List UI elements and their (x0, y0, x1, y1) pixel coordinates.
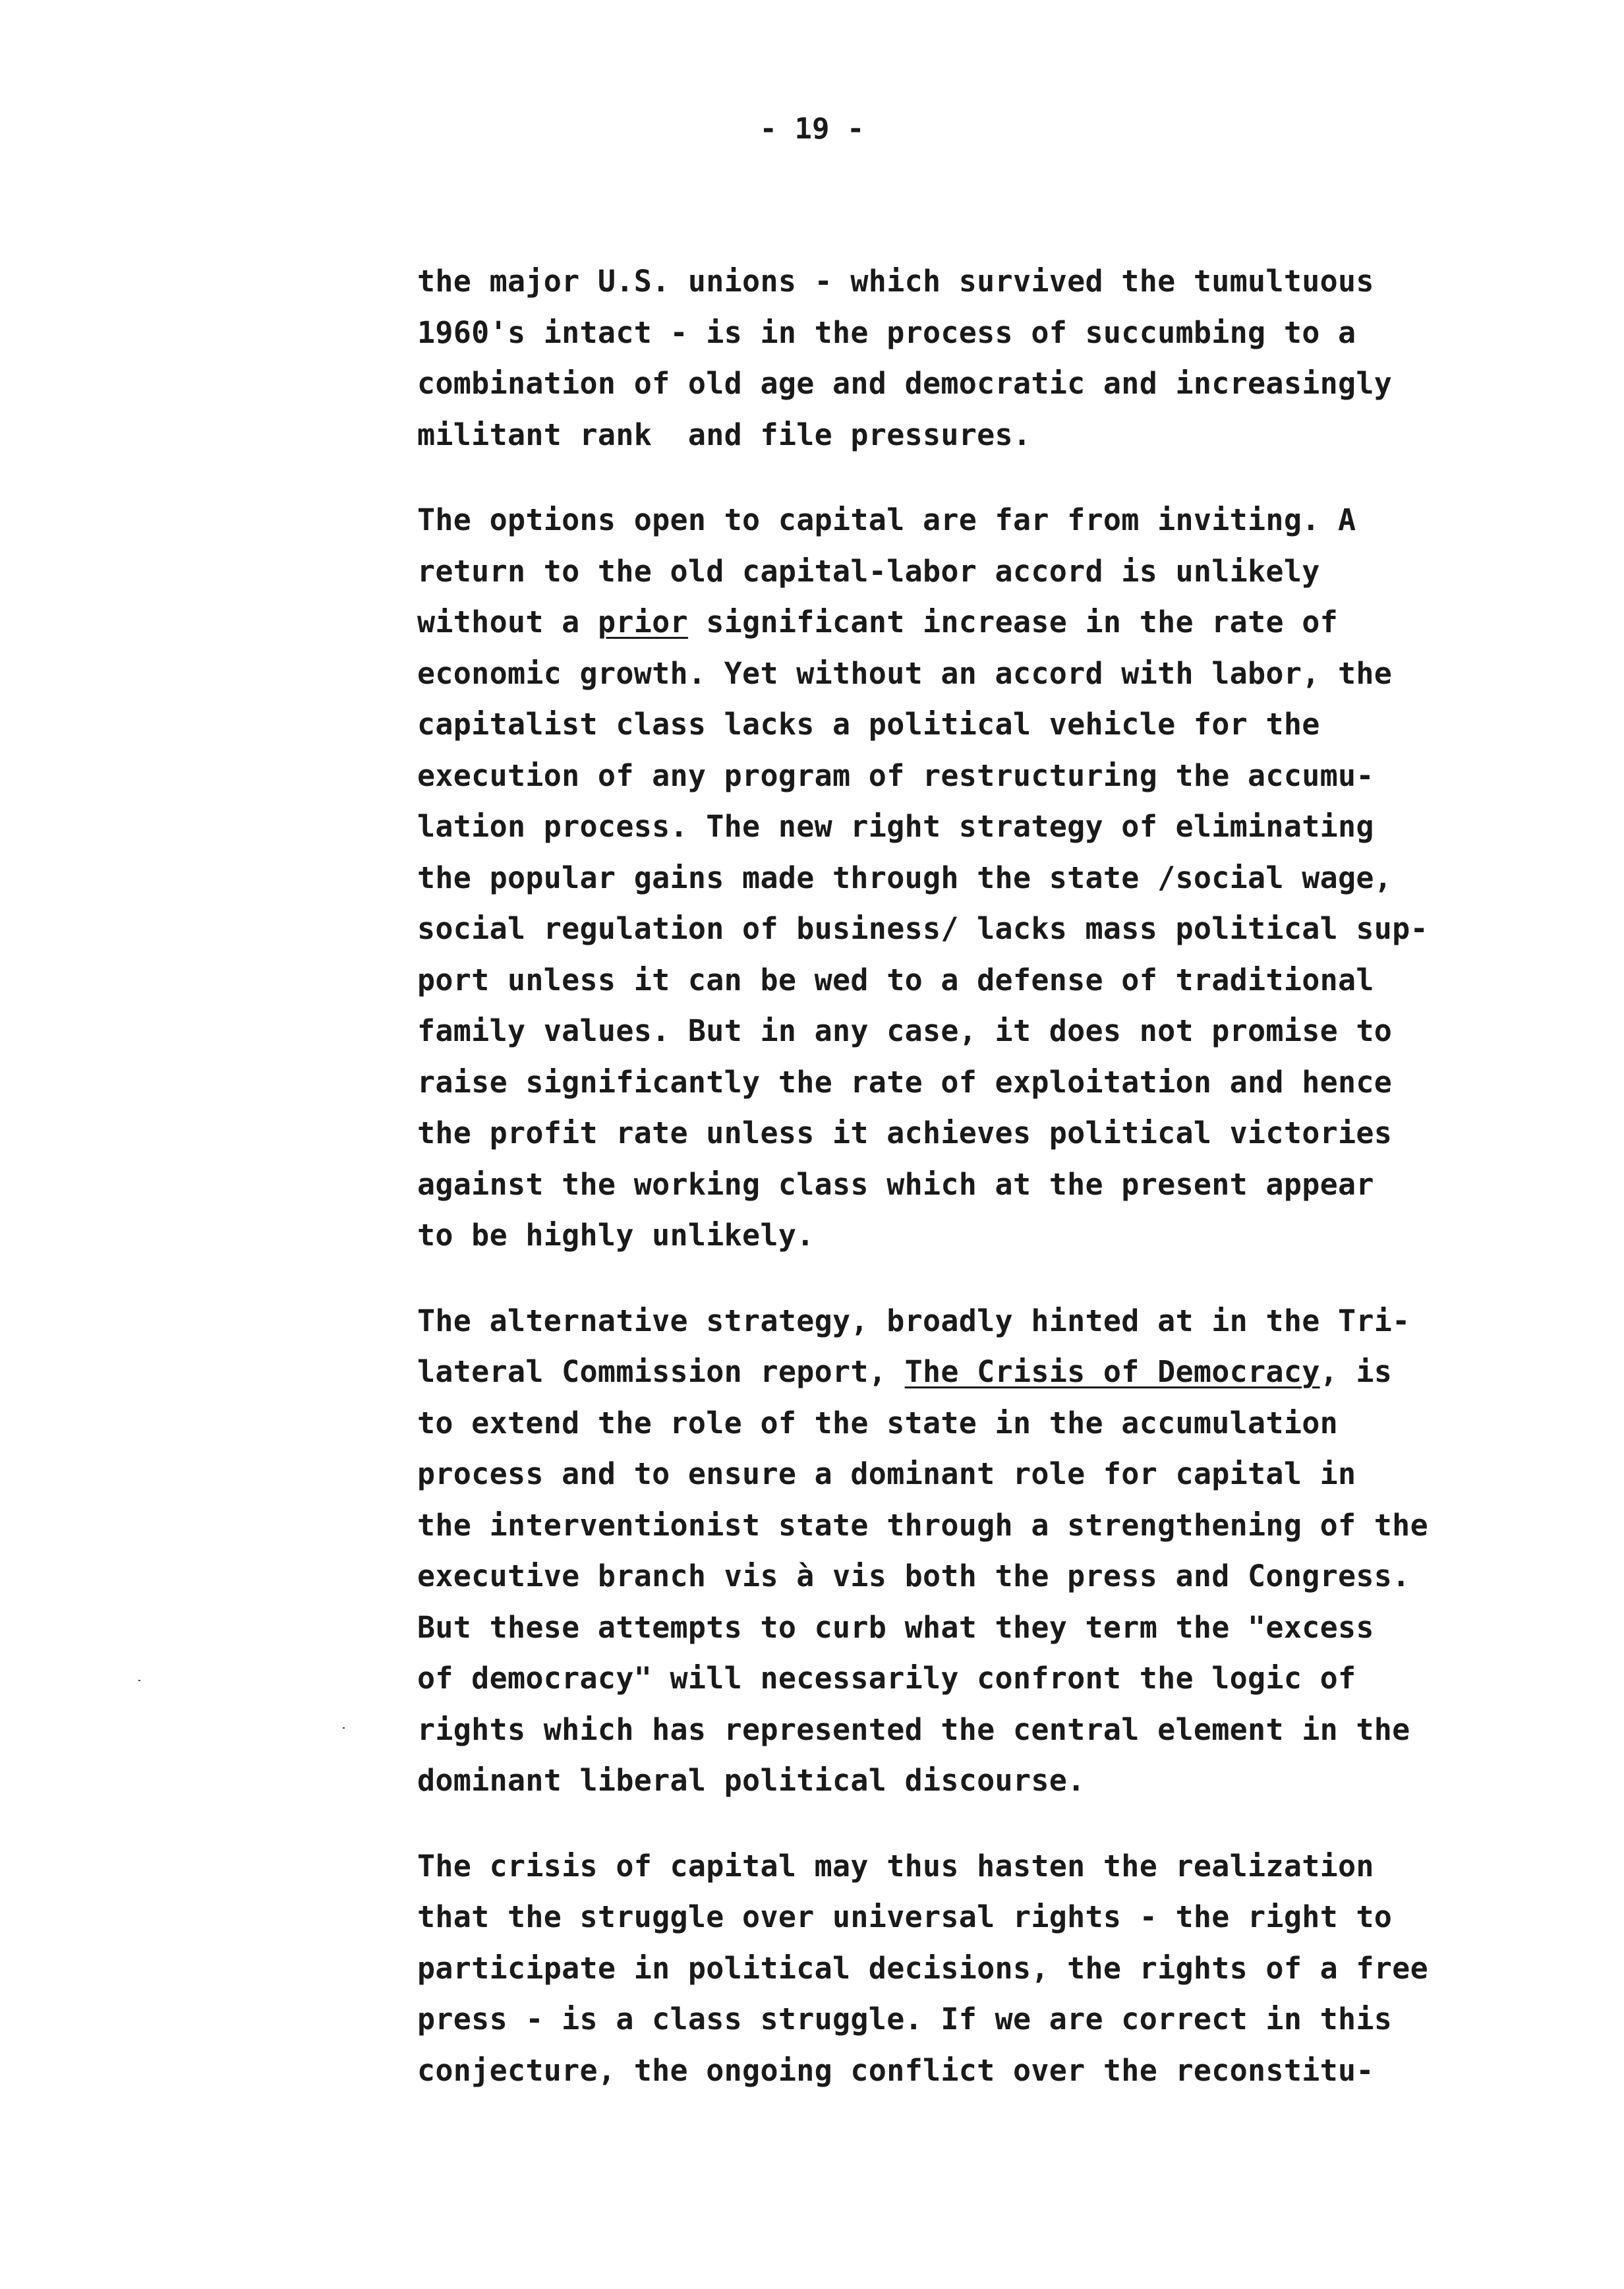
text-segment: combination of old age and democratic and increasingly (417, 366, 1393, 401)
text-line (417, 1551, 1590, 1602)
text-segment: the profit rate unless it achieves political victories (417, 1115, 1393, 1150)
text-line (417, 1108, 1590, 1159)
text-line (417, 1500, 1590, 1551)
text-segment: capitalist class lacks a political vehicle for the (417, 707, 1320, 742)
scan-speck (138, 1680, 140, 1681)
paragraph (417, 494, 1590, 1261)
text-segment: dominant liberal political discourse. (417, 1763, 1086, 1798)
text-line (417, 1210, 1590, 1261)
text-segment: lation process. The new right strategy of eliminating (417, 809, 1374, 844)
text-line (417, 648, 1590, 699)
text-segment: the major U.S. unions - which survived the tumultuous (417, 264, 1374, 299)
text-line (417, 1602, 1590, 1653)
text-segment: social regulation of business/ lacks mass political sup- (417, 911, 1428, 946)
text-line (417, 1005, 1590, 1057)
text-segment: to extend the role of the state in the accumulation (417, 1405, 1339, 1441)
text-segment: conjecture, the ongoing conflict over the reconstitu- (417, 2052, 1374, 2088)
text-line (417, 801, 1590, 852)
text-segment: against the working class which at the present appear (417, 1166, 1374, 1202)
text-segment: 1960's intact - is in the process of succumbing to a (417, 314, 1356, 350)
paragraph (417, 1295, 1590, 1806)
text-line (417, 1841, 1590, 1892)
text-segment: to be highly unlikely. (417, 1218, 815, 1253)
text-segment: economic growth. Yet without an accord with labor, the (417, 655, 1393, 691)
text-segment: return to the old capital-labor accord is unlikely (417, 553, 1320, 589)
text-line (417, 256, 1590, 307)
underlined-text: The Crisis of Democracy (904, 1354, 1320, 1389)
scan-speck (343, 1727, 345, 1729)
text-line (417, 597, 1590, 648)
paragraph (417, 256, 1590, 460)
page-number: - 19 - (759, 112, 865, 146)
text-line (417, 1346, 1590, 1398)
text-line (417, 1704, 1590, 1756)
text-segment: militant rank and file pressures. (417, 417, 1031, 452)
text-segment: port unless it can be wed to a defense of traditional (417, 962, 1374, 997)
text-segment: The alternative strategy, broadly hinted at in the Tri- (417, 1303, 1410, 1338)
text-segment: that the struggle over universal rights - the right to (417, 1899, 1393, 1934)
text-line (417, 409, 1590, 461)
text-segment: lateral Commission report, (417, 1354, 905, 1389)
text-line (417, 1398, 1590, 1449)
text-segment: raise significantly the rate of exploitation and hence (417, 1064, 1393, 1100)
text-segment: But these attempts to curb what they term the "excess (417, 1609, 1374, 1645)
text-line (417, 358, 1590, 409)
text-line (417, 903, 1590, 955)
text-segment: The options open to capital are far from inviting. A (417, 502, 1356, 537)
text-segment: The crisis of capital may thus hasten the realization (417, 1848, 1374, 1884)
text-line (417, 1755, 1590, 1806)
text-line (417, 750, 1590, 802)
text-line (417, 1159, 1590, 1210)
text-line (417, 955, 1590, 1006)
text-line (417, 2045, 1590, 2096)
text-segment: process and to ensure a dominant role for capital in (417, 1456, 1356, 1491)
text-line (417, 1653, 1590, 1704)
text-segment: executive branch vis à vis both the press and Congress. (417, 1559, 1410, 1593)
text-line (417, 1891, 1590, 1943)
text-segment: significant increase in the rate of (687, 605, 1339, 639)
text-line (417, 1057, 1590, 1108)
text-line (417, 1295, 1590, 1347)
text-line (417, 1994, 1590, 2045)
text-segment: the interventionist state through a strengthening of the (417, 1507, 1428, 1543)
text-segment: participate in political decisions, the rights of a free (417, 1950, 1428, 1986)
underlined-text: prior (597, 605, 688, 639)
text-line (417, 1448, 1590, 1500)
text-line (417, 1943, 1590, 1994)
paragraph (417, 1841, 1590, 2096)
text-segment: without a (417, 605, 598, 639)
text-segment: , is (1320, 1354, 1393, 1389)
text-line (417, 852, 1590, 904)
text-line (417, 546, 1590, 597)
text-segment: family values. But in any case, it does not promise to (417, 1013, 1393, 1048)
text-line (417, 494, 1590, 546)
text-segment: press - is a class struggle. If we are correct in this (417, 2002, 1393, 2036)
text-line (417, 699, 1590, 750)
text-segment: execution of any program of restructuring the accumu- (417, 758, 1374, 793)
text-segment: of democracy" will necessarily confront the logic of (417, 1661, 1356, 1696)
text-segment: the popular gains made through the state /social wage, (417, 860, 1393, 895)
body-text (417, 256, 1590, 2130)
text-line (417, 307, 1590, 359)
text-segment: rights which has represented the central element in the (417, 1711, 1410, 1747)
